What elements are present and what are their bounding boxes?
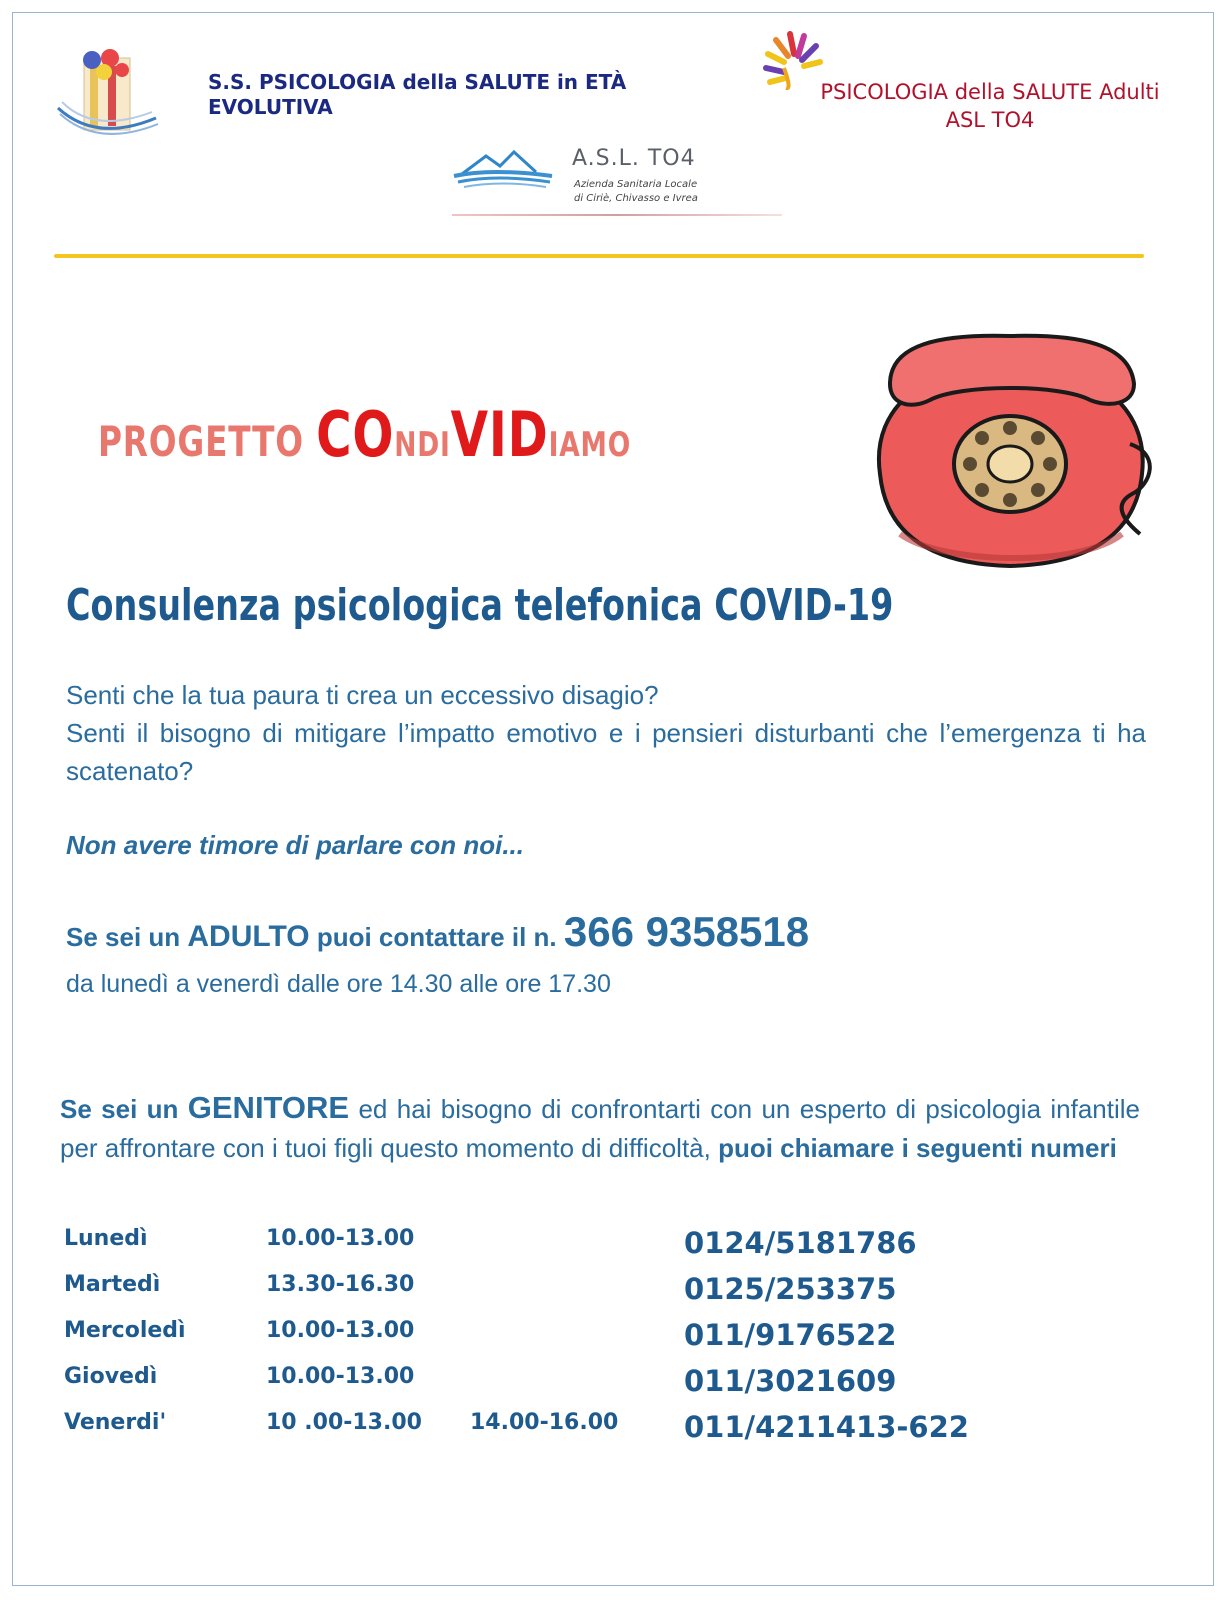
- schedule-phone[interactable]: 0125/253375: [684, 1272, 897, 1306]
- schedule-time: 13.30-16.30: [266, 1272, 415, 1297]
- child-psychology-logo: [56, 48, 161, 138]
- schedule-day: Giovedì: [64, 1364, 158, 1389]
- schedule-time: 10.00-13.00: [266, 1318, 415, 1343]
- asl-underline: [452, 214, 782, 216]
- adult-phone-number[interactable]: 366 9358518: [563, 908, 810, 955]
- schedule-day: Martedì: [64, 1272, 161, 1297]
- adult-contact: [66, 908, 809, 956]
- parent-pre: Se sei un: [60, 1094, 188, 1124]
- parent-end: puoi chiamare i seguenti numeri: [718, 1133, 1117, 1163]
- header-right-line1: PSICOLOGIA della SALUTE Adulti: [820, 80, 1160, 104]
- parent-mid: ed hai bisogno di confrontarti con un esperto di psicologia infantile per affrontare con i tuoi figli questo momento di difficoltà,: [60, 1094, 1140, 1163]
- schedule-phone[interactable]: 011/4211413-622: [684, 1410, 969, 1444]
- header-adult-psychology: [790, 78, 1190, 134]
- question-2: Senti il bisogno di mitigare l’impatto emotivo e i pensieri disturbanti che l’emergenza ti ha scatenato?: [66, 718, 1146, 786]
- asl-mountain-logo: [452, 146, 562, 190]
- schedule-time: 10.00-13.00: [266, 1364, 415, 1389]
- page-frame: [12, 12, 1214, 1586]
- schedule-time-afternoon: 14.00-16.00: [470, 1410, 619, 1435]
- adult-hours: da lunedì a venerdì dalle ore 14.30 alle ore 17.30: [66, 970, 611, 998]
- schedule-day: Mercoledì: [64, 1318, 186, 1343]
- header-right-line2: ASL TO4: [945, 108, 1035, 132]
- project-title: [98, 398, 631, 471]
- schedule-phone[interactable]: 011/9176522: [684, 1318, 897, 1352]
- adult-mid: puoi contattare il n.: [309, 922, 564, 952]
- project-title-part4: VID: [450, 398, 549, 471]
- questions-block: [66, 676, 1146, 790]
- asl-subtitle-line1: Azienda Sanitaria Locale: [574, 179, 698, 190]
- asl-title: A.S.L. TO4: [572, 146, 696, 171]
- schedule-time: 10.00-13.00: [266, 1226, 415, 1251]
- schedule-time: 10 .00-13.00: [266, 1410, 422, 1435]
- telephone-icon: [860, 324, 1160, 576]
- project-title-part3: NDI: [394, 425, 451, 465]
- project-title-part5: IAMO: [548, 425, 632, 465]
- header-divider: [54, 254, 1144, 258]
- asl-subtitle-line2: di Ciriè, Chivasso e Ivrea: [574, 193, 698, 204]
- adult-pre: Se sei un: [66, 922, 188, 952]
- schedule-day: Venerdi': [64, 1410, 167, 1435]
- header-child-psychology: [208, 70, 626, 120]
- asl-subtitle: [574, 178, 698, 206]
- project-title-part1: PROGETTO: [98, 417, 317, 466]
- parent-contact: [60, 1088, 1140, 1168]
- project-title-part2: CO: [316, 398, 395, 471]
- header-left-line1: S.S. PSICOLOGIA della SALUTE in ETÀ: [208, 70, 627, 94]
- parent-label: GENITORE: [187, 1090, 350, 1125]
- reassurance-text: Non avere timore di parlare con noi...: [66, 830, 525, 860]
- header-left-line2: EVOLUTIVA: [208, 95, 333, 119]
- page-heading: Consulenza psicologica telefonica COVID-19: [66, 580, 894, 631]
- question-1: Senti che la tua paura ti crea un eccessivo disagio?: [66, 680, 659, 710]
- adult-label: ADULTO: [187, 920, 310, 953]
- schedule-phone[interactable]: 0124/5181786: [684, 1226, 917, 1260]
- schedule-phone[interactable]: 011/3021609: [684, 1364, 897, 1398]
- schedule-day: Lunedì: [64, 1226, 148, 1251]
